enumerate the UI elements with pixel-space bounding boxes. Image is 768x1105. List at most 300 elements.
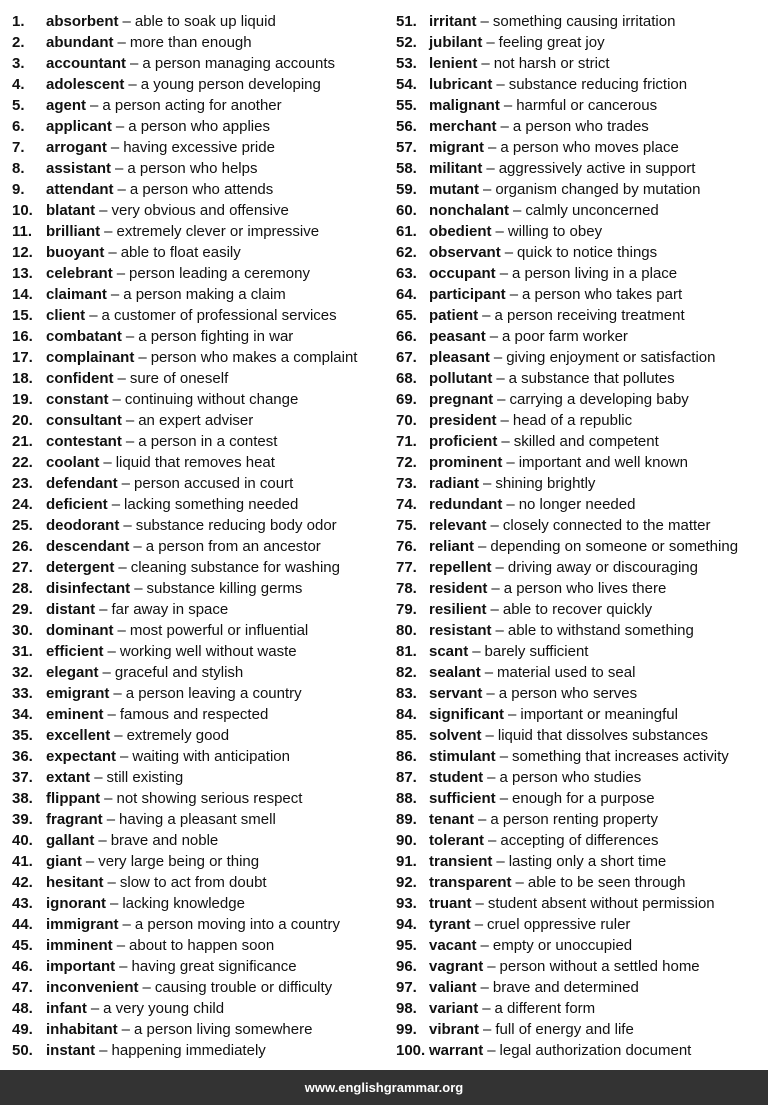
item-definition: slow to act from doubt (119, 874, 267, 891)
item-word: stimulant (429, 748, 496, 765)
item-definition: a person in a contest (138, 433, 278, 450)
item-separator: – (478, 538, 487, 555)
item-separator: – (474, 916, 484, 933)
item-separator: – (107, 643, 116, 660)
list-item (396, 998, 766, 1019)
item-definition: able to withstand something (507, 622, 694, 639)
item-definition: a person managing accounts (142, 55, 335, 72)
item-number: 36. (12, 748, 33, 765)
item-word: repellent (429, 559, 492, 576)
item-word: relevant (429, 517, 487, 534)
item-number: 30. (12, 622, 33, 639)
item-word: peasant (429, 328, 486, 345)
item-word: occupant (429, 265, 496, 282)
item-number: 84. (396, 706, 417, 723)
item-definition: a very young child (103, 1000, 225, 1017)
item-definition: giving enjoyment or satisfaction (506, 349, 716, 366)
list-item (12, 683, 382, 704)
list-item (12, 95, 382, 116)
item-number: 58. (396, 160, 417, 177)
item-separator: – (85, 853, 95, 870)
item-definition: a customer of professional services (101, 307, 337, 324)
item-number: 12. (12, 244, 33, 261)
item-definition: cruel oppressive ruler (487, 916, 631, 933)
item-separator: – (499, 748, 509, 765)
item-word: participant (429, 286, 506, 303)
item-number: 90. (396, 832, 417, 849)
item-number: 52. (396, 34, 417, 51)
item-word: deficient (46, 496, 108, 513)
word-list-column-left (12, 11, 382, 1061)
item-word: brilliant (46, 223, 101, 240)
item-word: gallant (46, 832, 95, 849)
item-word: vacant (429, 937, 477, 954)
item-definition: a person who moves place (500, 139, 679, 156)
item-word: sealant (429, 664, 481, 681)
item-number: 70. (396, 412, 417, 429)
item-number: 27. (12, 559, 33, 576)
item-definition: a young person developing (140, 76, 321, 93)
item-number: 11. (12, 223, 33, 240)
item-number: 33. (12, 685, 33, 702)
item-word: important (46, 958, 116, 975)
item-word: buoyant (46, 244, 105, 261)
item-number: 7. (12, 139, 25, 156)
item-definition: substance killing germs (146, 580, 303, 597)
list-item (396, 53, 766, 74)
item-definition: a different form (494, 1000, 596, 1017)
item-number: 76. (396, 538, 417, 555)
item-number: 9. (12, 181, 25, 198)
item-number: 94. (396, 916, 417, 933)
item-definition: a person who attends (129, 181, 274, 198)
item-number: 1. (12, 13, 25, 30)
list-item (396, 284, 766, 305)
item-number: 71. (396, 433, 417, 450)
list-item (12, 704, 382, 725)
item-separator: – (117, 370, 126, 387)
item-word: malignant (429, 97, 500, 114)
item-definition: extremely clever or impressive (116, 223, 320, 240)
item-separator: – (500, 118, 509, 135)
item-definition: continuing without change (124, 391, 299, 408)
item-number: 86. (396, 748, 417, 765)
item-separator: – (485, 727, 494, 744)
item-word: transparent (429, 874, 512, 891)
item-separator: – (125, 412, 135, 429)
item-separator: – (123, 517, 132, 534)
list-item (12, 200, 382, 221)
item-number: 83. (396, 685, 417, 702)
list-item (396, 620, 766, 641)
item-word: imminent (46, 937, 113, 954)
item-number: 37. (12, 769, 33, 786)
list-item (12, 347, 382, 368)
item-number: 79. (396, 601, 417, 618)
item-number: 92. (396, 874, 417, 891)
item-word: immigrant (46, 916, 119, 933)
item-number: 60. (396, 202, 417, 219)
site-footer (0, 1070, 768, 1105)
item-word: fragrant (46, 811, 103, 828)
list-item (396, 347, 766, 368)
item-definition: person accused in court (134, 475, 294, 492)
item-number: 29. (12, 601, 33, 618)
item-word: abundant (46, 34, 114, 51)
item-number: 89. (396, 811, 417, 828)
list-item (12, 977, 382, 998)
list-item (12, 389, 382, 410)
item-word: patient (429, 307, 479, 324)
item-separator: – (114, 727, 123, 744)
item-number: 24. (12, 496, 33, 513)
item-definition: a poor farm worker (502, 328, 628, 345)
item-definition: substance reducing body odor (135, 517, 337, 534)
item-definition: not harsh or strict (493, 55, 610, 72)
item-number: 5. (12, 97, 25, 114)
item-word: prominent (429, 454, 503, 471)
item-separator: – (115, 160, 124, 177)
item-separator: – (102, 664, 111, 681)
item-definition: empty or unoccupied (492, 937, 633, 954)
item-definition: driving away or discouraging (507, 559, 698, 576)
item-number: 18. (12, 370, 33, 387)
item-separator: – (497, 391, 506, 408)
item-definition: a person leaving a country (125, 685, 302, 702)
list-item (12, 956, 382, 977)
list-item (396, 221, 766, 242)
item-word: adolescent (46, 76, 125, 93)
item-number: 19. (12, 391, 33, 408)
item-number: 16. (12, 328, 33, 345)
item-number: 80. (396, 622, 417, 639)
item-word: infant (46, 1000, 87, 1017)
item-separator: – (116, 265, 126, 282)
item-word: eminent (46, 706, 104, 723)
list-item (12, 494, 382, 515)
item-separator: – (487, 1042, 496, 1059)
item-separator: – (478, 811, 487, 828)
item-separator: – (496, 370, 505, 387)
list-item (396, 410, 766, 431)
item-number: 50. (12, 1042, 33, 1059)
item-number: 95. (396, 937, 417, 954)
item-separator: – (480, 13, 489, 30)
item-number: 46. (12, 958, 33, 975)
item-word: combatant (46, 328, 122, 345)
item-definition: happening immediately (111, 1042, 266, 1059)
list-item (396, 746, 766, 767)
item-word: obedient (429, 223, 492, 240)
item-word: distant (46, 601, 96, 618)
list-item (12, 557, 382, 578)
item-number: 64. (396, 286, 417, 303)
item-separator: – (495, 622, 504, 639)
item-number: 69. (396, 391, 417, 408)
item-word: pleasant (429, 349, 490, 366)
item-definition: a person living in a place (512, 265, 678, 282)
list-item (12, 11, 382, 32)
item-definition: important and well known (518, 454, 688, 471)
list-item (396, 32, 766, 53)
item-separator: – (90, 1000, 100, 1017)
item-number: 14. (12, 286, 33, 303)
item-word: contestant (46, 433, 122, 450)
list-item (396, 977, 766, 998)
item-number: 61. (396, 223, 417, 240)
list-item (396, 263, 766, 284)
item-word: migrant (429, 139, 485, 156)
item-separator: – (120, 748, 129, 765)
item-definition: material used to seal (497, 664, 636, 681)
item-word: proficient (429, 433, 498, 450)
item-number: 42. (12, 874, 33, 891)
list-item (12, 305, 382, 326)
item-separator: – (496, 853, 505, 870)
item-separator: – (111, 496, 121, 513)
item-number: 78. (396, 580, 417, 597)
item-definition: head of a republic (512, 412, 633, 429)
item-definition: very obvious and offensive (111, 202, 289, 219)
item-word: attendant (46, 181, 114, 198)
item-definition: carrying a developing baby (509, 391, 689, 408)
item-number: 81. (396, 643, 417, 660)
item-number: 25. (12, 517, 33, 534)
item-word: arrogant (46, 139, 107, 156)
list-item (12, 242, 382, 263)
item-separator: – (117, 622, 126, 639)
item-separator: – (104, 790, 113, 807)
item-definition: quick to notice things (517, 244, 658, 261)
item-separator: – (503, 97, 513, 114)
item-separator: – (482, 307, 491, 324)
item-word: constant (46, 391, 109, 408)
list-item (12, 536, 382, 557)
item-definition: no longer needed (518, 496, 636, 513)
item-word: resilient (429, 601, 487, 618)
item-definition: most powerful or influential (129, 622, 309, 639)
word-list (0, 11, 768, 1061)
item-separator: – (118, 559, 127, 576)
item-definition: working well without waste (119, 643, 297, 660)
item-separator: – (119, 958, 128, 975)
list-item (396, 725, 766, 746)
list-item (396, 515, 766, 536)
item-separator: – (134, 580, 143, 597)
item-number: 17. (12, 349, 33, 366)
item-word: applicant (46, 118, 112, 135)
item-word: hesitant (46, 874, 104, 891)
item-separator: – (142, 979, 151, 996)
item-definition: about to happen soon (129, 937, 275, 954)
item-separator: – (499, 265, 509, 282)
item-word: tyrant (429, 916, 471, 933)
list-item (396, 893, 766, 914)
item-definition: a person living somewhere (134, 1021, 313, 1038)
list-item (396, 389, 766, 410)
list-item (396, 494, 766, 515)
item-number: 63. (396, 265, 417, 282)
item-number: 82. (396, 664, 417, 681)
item-separator: – (98, 832, 107, 849)
item-number: 43. (12, 895, 33, 912)
list-item (396, 1019, 766, 1040)
item-separator: – (483, 181, 492, 198)
item-number: 15. (12, 307, 33, 324)
item-number: 2. (12, 34, 25, 51)
item-separator: – (506, 454, 515, 471)
item-definition: far away in space (111, 601, 229, 618)
list-item (12, 263, 382, 284)
item-number: 93. (396, 895, 417, 912)
item-separator: – (125, 433, 135, 450)
item-number: 45. (12, 937, 33, 954)
item-word: sufficient (429, 790, 496, 807)
item-word: observant (429, 244, 501, 261)
item-separator: – (499, 790, 509, 807)
item-number: 47. (12, 979, 33, 996)
item-separator: – (500, 412, 509, 429)
item-word: militant (429, 160, 483, 177)
item-definition: an expert adviser (138, 412, 254, 429)
item-number: 3. (12, 55, 25, 72)
item-separator: – (486, 160, 495, 177)
item-word: deodorant (46, 517, 120, 534)
item-word: reliant (429, 538, 475, 555)
item-number: 100. (396, 1042, 426, 1059)
item-definition: person leading a ceremony (129, 265, 310, 282)
item-definition: something that increases activity (512, 748, 729, 765)
item-separator: – (113, 685, 122, 702)
item-number: 53. (396, 55, 417, 72)
item-definition: important or meaningful (520, 706, 678, 723)
item-word: vagrant (429, 958, 484, 975)
item-word: elegant (46, 664, 99, 681)
item-word: valiant (429, 979, 477, 996)
list-item (396, 830, 766, 851)
item-number: 67. (396, 349, 417, 366)
item-separator: – (107, 874, 116, 891)
item-number: 4. (12, 76, 25, 93)
item-number: 57. (396, 139, 417, 156)
list-item (396, 956, 766, 977)
item-number: 35. (12, 727, 33, 744)
item-separator: – (488, 139, 497, 156)
list-item (12, 1019, 382, 1040)
item-word: warrant (429, 1042, 484, 1059)
item-number: 34. (12, 706, 33, 723)
item-definition: harmful or cancerous (516, 97, 658, 114)
item-separator: – (138, 349, 147, 366)
item-definition: person without a settled home (499, 958, 700, 975)
item-word: transient (429, 853, 493, 870)
item-separator: – (515, 874, 524, 891)
list-item (12, 410, 382, 431)
item-separator: – (484, 664, 494, 681)
item-word: mutant (429, 181, 479, 198)
item-number: 59. (396, 181, 417, 198)
list-item (396, 158, 766, 179)
list-item (396, 662, 766, 683)
list-item (12, 725, 382, 746)
list-item (12, 872, 382, 893)
item-word: president (429, 412, 497, 429)
list-item (12, 116, 382, 137)
item-separator: – (487, 769, 496, 786)
item-number: 75. (396, 517, 417, 534)
item-separator: – (493, 349, 503, 366)
item-separator: – (509, 286, 519, 303)
item-definition: lasting only a short time (508, 853, 667, 870)
list-item (12, 431, 382, 452)
item-word: disinfectant (46, 580, 131, 597)
item-word: detergent (46, 559, 115, 576)
item-separator: – (513, 202, 522, 219)
item-word: servant (429, 685, 483, 702)
item-word: ignorant (46, 895, 106, 912)
item-separator: – (483, 1021, 492, 1038)
list-item (396, 557, 766, 578)
item-separator: – (90, 97, 99, 114)
item-definition: a person who lives there (503, 580, 667, 597)
list-item (12, 515, 382, 536)
item-word: irritant (429, 13, 477, 30)
item-separator: – (472, 643, 481, 660)
item-definition: liquid that removes heat (115, 454, 275, 471)
item-definition: more than enough (129, 34, 252, 51)
item-separator: – (486, 685, 495, 702)
item-definition: a substance that pollutes (508, 370, 675, 387)
item-word: significant (429, 706, 505, 723)
list-item (396, 872, 766, 893)
list-item (396, 74, 766, 95)
list-item (396, 179, 766, 200)
item-number: 77. (396, 559, 417, 576)
list-item (12, 221, 382, 242)
item-definition: a person who helps (127, 160, 258, 177)
item-number: 41. (12, 853, 33, 870)
item-definition: able to soak up liquid (134, 13, 276, 30)
item-word: claimant (46, 286, 107, 303)
item-definition: a person renting property (490, 811, 658, 828)
item-word: solvent (429, 727, 482, 744)
item-separator: – (495, 223, 504, 240)
list-item (12, 599, 382, 620)
list-item (12, 851, 382, 872)
item-separator: – (481, 55, 490, 72)
item-definition: having great significance (131, 958, 297, 975)
item-definition: lacking knowledge (122, 895, 245, 912)
item-separator: – (99, 202, 108, 219)
item-definition: a person who takes part (522, 286, 683, 303)
item-word: client (46, 307, 86, 324)
item-separator: – (121, 1021, 131, 1038)
item-definition: having excessive pride (123, 139, 275, 156)
item-word: expectant (46, 748, 117, 765)
item-word: instant (46, 1042, 96, 1059)
item-definition: person who makes a complaint (150, 349, 358, 366)
item-word: absorbent (46, 13, 119, 30)
item-word: consultant (46, 412, 122, 429)
item-word: pollutant (429, 370, 493, 387)
item-number: 26. (12, 538, 33, 555)
item-definition: graceful and stylish (114, 664, 244, 681)
item-definition: a person moving into a country (134, 916, 340, 933)
item-separator: – (99, 601, 108, 618)
item-word: confident (46, 370, 114, 387)
item-separator: – (133, 538, 142, 555)
item-number: 10. (12, 202, 33, 219)
